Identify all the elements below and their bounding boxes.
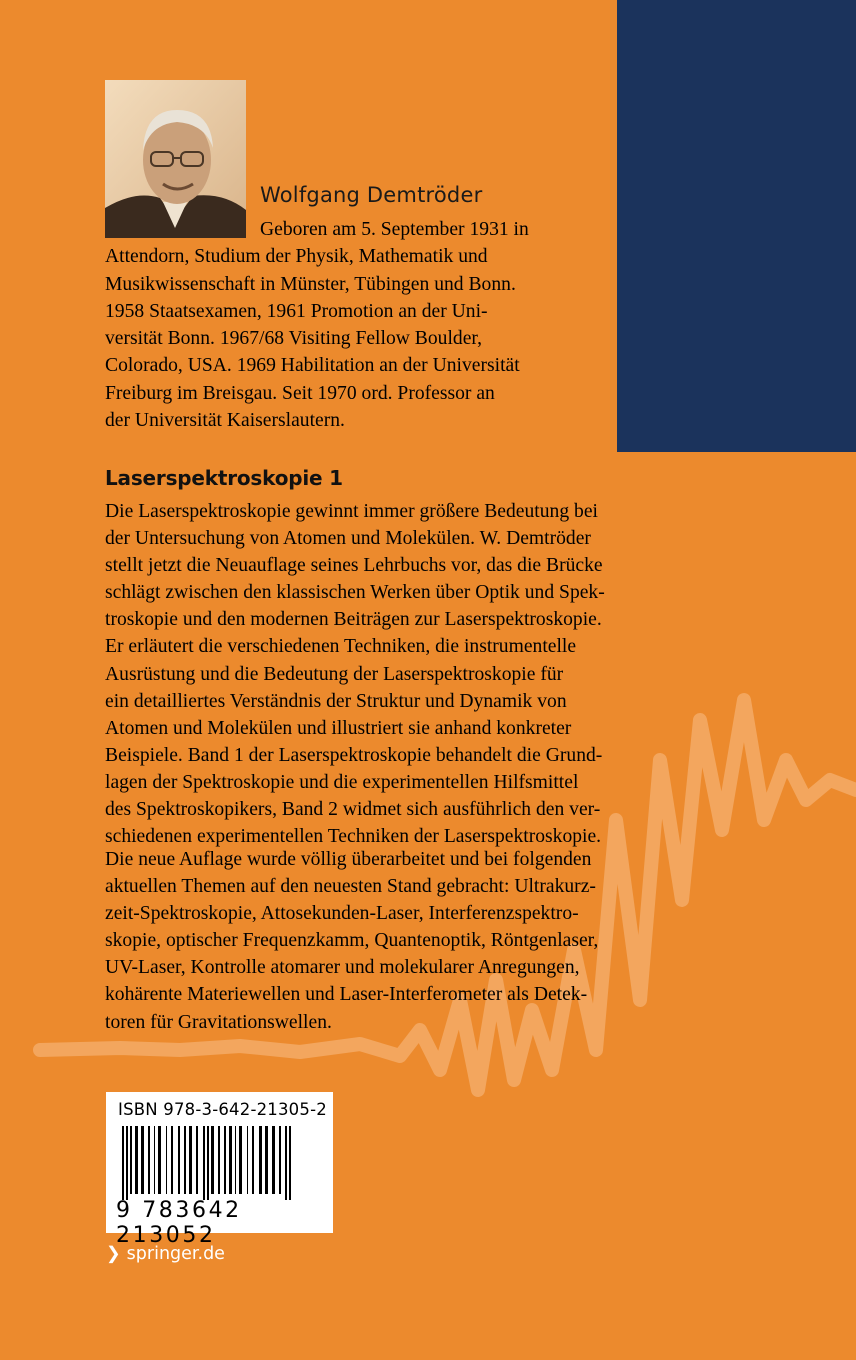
bio-line: Musikwissenschaft in Münster, Tübingen und Bonn. (105, 273, 516, 295)
barcode-bar (184, 1126, 186, 1194)
barcode-icon (118, 1126, 322, 1200)
barcode-bar (279, 1126, 281, 1194)
barcode-bar (189, 1126, 192, 1194)
barcode-bar (252, 1126, 254, 1194)
barcode-bar (141, 1126, 144, 1194)
barcode-bar (126, 1126, 128, 1200)
book-description (105, 498, 705, 850)
barcode-bar (218, 1126, 220, 1194)
barcode-bar (259, 1126, 262, 1194)
barcode-bar (196, 1126, 198, 1194)
edition-line: UV-Laser, Kontrolle atomarer und molekularer Anregungen, (105, 957, 580, 979)
author-bio (105, 216, 605, 434)
bio-line: versität Bonn. 1967/68 Visiting Fellow Boulder, (105, 328, 483, 350)
barcode-bar (285, 1126, 287, 1200)
description-line: stellt jetzt die Neuauflage seines Lehrbuchs vor, das die Brücke (105, 555, 603, 577)
bio-line: 1958 Staatsexamen, 1961 Promotion an der Uni- (105, 300, 488, 322)
description-line: der Untersuchung von Atomen und Molekülen. W. Demtröder (105, 528, 591, 550)
edition-line: toren für Gravitationswellen. (105, 1011, 332, 1033)
isbn-barcode-box (106, 1092, 333, 1248)
publisher-link[interactable] (106, 1244, 225, 1264)
isbn-label: ISBN 978-3-642-21305-2 (118, 1100, 327, 1119)
bio-line: Attendorn, Studium der Physik, Mathematik und (105, 246, 488, 268)
edition-line: kohärente Materiewellen und Laser-Interferometer als Detek- (105, 984, 588, 1006)
edition-line: aktuellen Themen auf den neuesten Stand gebracht: Ultrakurz- (105, 876, 596, 898)
author-portrait-photo (105, 80, 246, 238)
barcode-bar (235, 1126, 236, 1194)
barcode-bar (122, 1126, 124, 1200)
barcode-bar (265, 1126, 268, 1194)
description-line: lagen der Spektroskopie und die experimentellen Hilfsmittel (105, 771, 579, 793)
description-line: Er erläutert die verschiedenen Techniken, die instrumentelle (105, 636, 577, 658)
barcode-bar (247, 1126, 248, 1194)
barcode-bar (148, 1126, 150, 1194)
edition-description (105, 846, 705, 1036)
barcode-bar (171, 1126, 173, 1194)
author-name: Wolfgang Demtröder (260, 183, 483, 207)
edition-line: skopie, optischer Frequenzkamm, Quantenoptik, Röntgenlaser, (105, 930, 599, 952)
description-line: Die Laserspektroskopie gewinnt immer größere Bedeutung bei (105, 501, 598, 522)
barcode-bar (211, 1126, 214, 1194)
author-portrait (105, 80, 246, 238)
barcode-digits: 9 783642 213052 (116, 1198, 242, 1248)
description-line: troskopie und den modernen Beiträgen zur Laserspektroskopie. (105, 609, 602, 631)
navy-corner-panel (617, 0, 856, 452)
edition-line: zeit-Spektroskopie, Attosekunden-Laser, Interferenzspektro- (105, 903, 579, 925)
barcode-bar (272, 1126, 275, 1194)
barcode-bar (135, 1126, 138, 1194)
barcode-bar (130, 1126, 132, 1194)
bio-line: Freiburg im Breisgau. Seit 1970 ord. Professor an (105, 382, 495, 404)
barcode-bar (207, 1126, 209, 1200)
description-line: ein detailliertes Verständnis der Struktur und Dynamik von (105, 690, 567, 712)
bio-line: Colorado, USA. 1969 Habilitation an der Universität (105, 355, 520, 377)
description-line: Ausrüstung und die Bedeutung der Laserspektroskopie für (105, 663, 564, 685)
barcode-bar (166, 1126, 167, 1194)
publisher-website: springer.de (126, 1244, 225, 1264)
description-line: schlägt zwischen den klassischen Werken über Optik und Spek- (105, 582, 605, 604)
chevron-right-icon: ❯ (106, 1244, 121, 1264)
barcode-bar (203, 1126, 205, 1200)
barcode-bar (154, 1126, 155, 1194)
edition-line: Die neue Auflage wurde völlig überarbeitet und bei folgenden (105, 849, 592, 870)
barcode-bar (224, 1126, 226, 1194)
barcode-bar (178, 1126, 180, 1194)
description-line: schiedenen experimentellen Techniken der Laserspektroskopie. (105, 826, 602, 848)
book-title: Laserspektroskopie 1 (105, 466, 343, 490)
description-line: des Spektroskopikers, Band 2 widmet sich ausführlich den ver- (105, 799, 601, 821)
bio-line: Geboren am 5. September 1931 in (260, 219, 529, 240)
barcode-bar (229, 1126, 232, 1194)
description-line: Atomen und Molekülen und illustriert sie anhand konkreter (105, 717, 572, 739)
barcode-bar (239, 1126, 242, 1194)
barcode-bar (289, 1126, 291, 1200)
description-line: Beispiele. Band 1 der Laserspektroskopie behandelt die Grund- (105, 744, 603, 766)
bio-line: der Universität Kaiserslautern. (105, 410, 345, 432)
barcode-bar (158, 1126, 161, 1194)
